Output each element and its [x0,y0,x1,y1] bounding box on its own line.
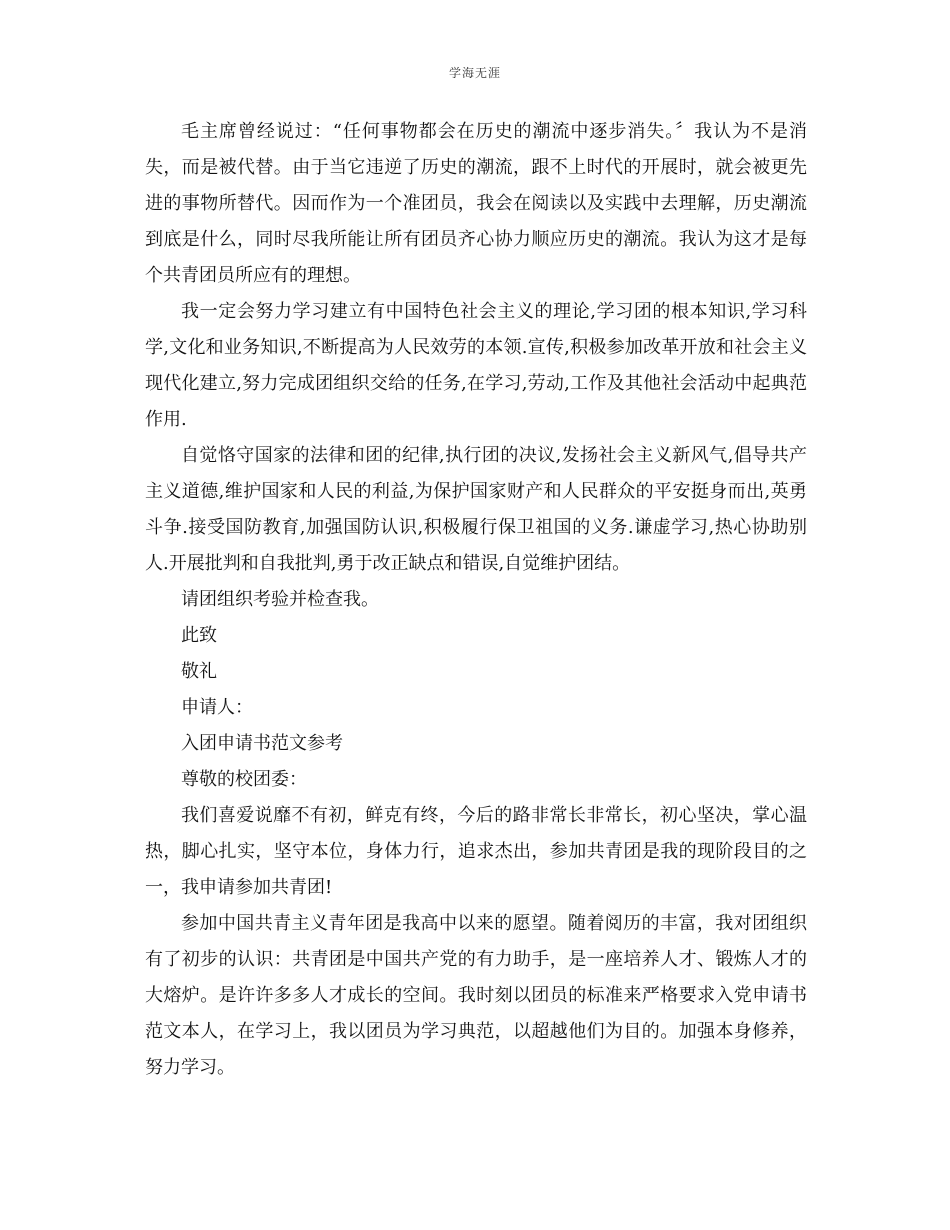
closing-jingli: 敬礼 [181,661,217,682]
applicant-label: 申请人： [181,697,253,718]
paragraph-law: 自觉恪守国家的法律和团的纪律,执行团的决议,发扬社会主义新风气,倡导共产主义道德,维护国家和人民的利益,为保护国家财产和人民群众的平安挺身而出,英勇斗争.接受国防教育,加强国防认识,积极履行保卫祖国的义务.谦虚学习,热心协助别人.开展批判和自我批判,勇于改正缺点和错误,自觉维护团结。 [145,445,807,574]
page-header: 学海无涯 [448,66,501,80]
salutation: 尊敬的校团委： [181,769,307,790]
paragraph-initial-heart: 我们喜爱说靡不有初，鲜克有终，今后的路非常长非常长，初心坚决，掌心温热，脚心扎实，坚守本位，身体力行，追求杰出，参加共青团是我的现阶段目的之一，我申请参加共青团! [145,805,807,898]
paragraph-quote: 毛主席曾经说过：“任何事物都会在历史的潮流中逐步消失。〞我认为不是消失，而是被代替。由于当它违逆了历史的潮流，跟不上时代的开展时，就会被更先进的事物所替代。因而作为一个准团员，我会在阅读以及实践中去理解，历史潮流到底是什么，同时尽我所能让所有团员齐心协力顺应历史的潮流。我认为这才是每个共青团员所应有的理想。 [145,121,807,286]
paragraph-study: 我一定会努力学习建立有中国特色社会主义的理论,学习团的根本知识,学习科学,文化和业务知识,不断提高为人民效劳的本领.宣传,积极参加改革开放和社会主义现代化建立,努力完成团组织交给的任务,在学习,劳动,工作及其他社会活动中起典范作用. [145,301,807,430]
section-title: 入团申请书范文参考 [181,733,343,754]
request-line: 请团组织考验并检查我。 [181,589,379,610]
closing-cizhi: 此致 [181,625,217,646]
paragraph-wish: 参加中国共青主义青年团是我高中以来的愿望。随着阅历的丰富，我对团组织有了初步的认识：共青团是中国共产党的有力助手，是一座培养人才、锻炼人才的大熔炉。是许许多多人才成长的空间。我时刻以团员的标准来严格要求入党申请书范文本人，在学习上，我以团员为学习典范，以超越他们为目的。加强本身修养，努力学习。 [145,913,807,1078]
document-body [145,114,807,1086]
